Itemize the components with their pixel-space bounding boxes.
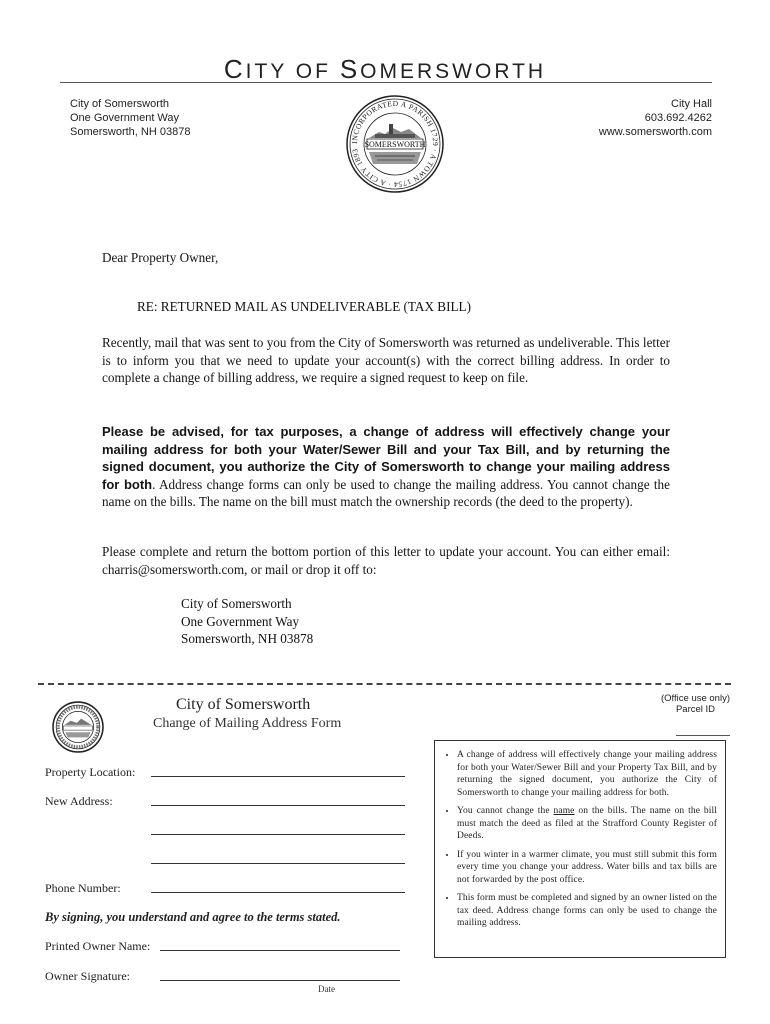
notice-bold-text: Please be advised, for tax purposes, a change of address will effectively change your mailing address for both your Water/Sewer Bill and your Tax Bill, and by returning the signed document, you authorize the City of Somersworth to change your mailing address for both: [102, 424, 670, 492]
form-title: Change of Mailing Address Form: [153, 716, 342, 731]
terms-item: • If you winter in a warmer climate, you must still submit this form every time you change your address. Water bills and tax bills are not forwarded by the post office.: [457, 849, 717, 887]
property-location-label: Property Location:: [45, 765, 136, 779]
form-city-name: City of Somersworth: [176, 696, 311, 713]
city-seal-icon: [345, 94, 445, 194]
city-hall-contact: [599, 97, 712, 139]
owner-signature-field[interactable]: [160, 980, 400, 981]
return-mail-address: [181, 595, 313, 648]
parcel-id-label: Parcel ID: [675, 704, 716, 715]
return-address-line: Somersworth, NH 03878: [181, 631, 314, 646]
terms-item: • This form must be completed and signed by an owner listed on the tax deed. Address change forms can only be used to change the mailing address.: [457, 892, 717, 930]
property-location-field[interactable]: [151, 776, 405, 777]
city-letterhead-title: CITY OF SOMERSWORTH: [223, 54, 547, 84]
parcel-id-field[interactable]: [676, 735, 730, 736]
new-address-field-3[interactable]: [151, 863, 405, 864]
new-address-field-2[interactable]: [151, 834, 405, 835]
notice-rest-text: . Address change forms can only be used to change the mailing address. You cannot change the name on the bills. The name on the bill must match the ownership records (the deed to the property).: [102, 476, 670, 509]
date-label: Date: [318, 984, 335, 994]
terms-list: [439, 749, 717, 930]
phone-number-field[interactable]: [151, 892, 405, 893]
terms-info-box: [434, 740, 726, 958]
new-address-label: New Address:: [45, 794, 113, 808]
new-address-field-1[interactable]: [151, 805, 405, 806]
signing-agreement-note: By signing, you understand and agree to the terms stated.: [45, 910, 341, 924]
header-rule: [60, 82, 712, 83]
printed-owner-name-label: Printed Owner Name:: [45, 939, 151, 953]
phone-number: 603.692.4262: [644, 112, 712, 124]
sender-address: [70, 97, 190, 139]
phone-number-label: Phone Number:: [45, 881, 121, 895]
svg-text:SOMERSWORTH: SOMERSWORTH: [364, 140, 426, 149]
sender-address-line: Somersworth, NH 03878: [70, 126, 191, 138]
website: www.somersworth.com: [598, 126, 712, 138]
sender-address-line: City of Somersworth: [70, 98, 170, 110]
paragraph-notice: [102, 423, 670, 511]
owner-signature-label: Owner Signature:: [45, 969, 130, 983]
subject-line: RE: RETURNED MAIL AS UNDELIVERABLE (TAX BILL): [137, 299, 471, 314]
paragraph-intro: Recently, mail that was sent to you from the City of Somersworth was returned as undeliverable. This letter is to inform you that we need to update your account(s) with the correct billing address. In order to complete a change of billing address, we require a signed request to keep on file.: [102, 335, 670, 385]
terms-item: • You cannot change the name on the bills. The name on the bill must match the deed as filed at the Strafford County Register of Deeds.: [457, 805, 717, 843]
terms-item: • A change of address will effectively change your mailing address for both your Water/Sewer Bill and your Property Tax Bill, and by returning the signed document, you authorize the City of Somersworth to change your mailing address for both.: [457, 749, 717, 799]
return-address-line: One Government Way: [181, 613, 300, 629]
tear-off-line: [38, 683, 731, 685]
salutation: Dear Property Owner,: [102, 250, 219, 265]
paragraph-instructions: Please complete and return the bottom portion of this letter to update your account. You can either email: charris@somersworth.com, or mail or drop it off to:: [102, 544, 670, 577]
city-hall-label: City Hall: [671, 98, 712, 110]
printed-owner-name-field[interactable]: [160, 950, 400, 951]
return-address-line: City of Somersworth: [181, 596, 292, 611]
svg-text:INCORPORATED A PARISH 1729 · A: INCORPORATED A PARISH 1729 · A TOWN 1754 · A CITY 1893: [349, 98, 441, 190]
city-seal-small-icon: [52, 701, 104, 753]
office-use-label: (Office use only): [661, 693, 730, 704]
sender-address-line: One Government Way: [70, 112, 180, 124]
office-use-block: [661, 693, 730, 715]
